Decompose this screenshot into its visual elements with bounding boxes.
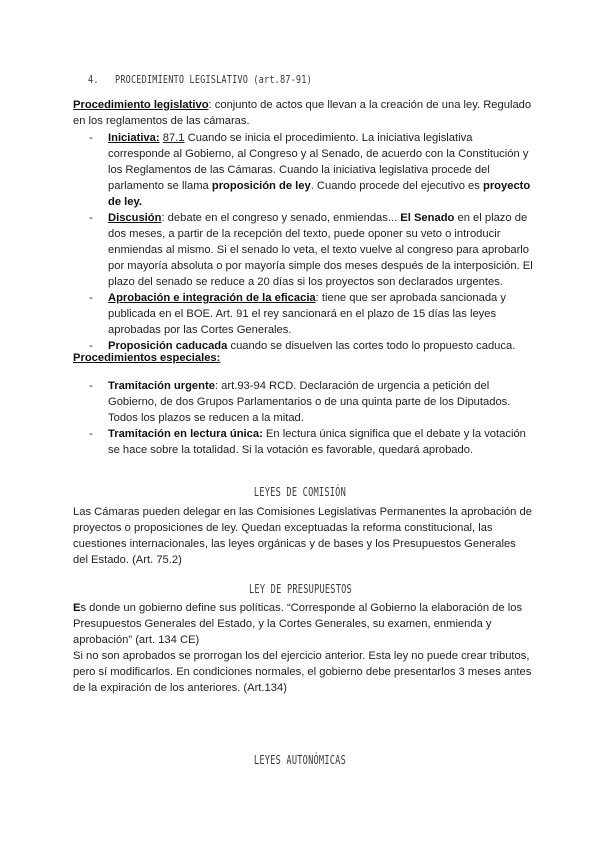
presupuestos-title: LEY DE PRESUPUESTOS — [248, 582, 352, 596]
definition-paragraph — [73, 97, 533, 129]
bullet-dash: - — [89, 380, 93, 392]
item-term: Proposición caducada — [108, 340, 228, 352]
item-bold: proyecto de ley. — [108, 180, 531, 208]
list-item — [73, 210, 533, 290]
item-term: Tramitación en lectura única: — [108, 428, 263, 440]
special-procedures-list — [73, 378, 533, 458]
bullet-dash: - — [89, 212, 93, 224]
item-term: Aprobación e integración de la eficacia — [108, 292, 316, 304]
special-procedures-heading: Procedimientos especiales: — [73, 352, 221, 364]
legislative-steps-list — [73, 130, 533, 354]
definition-text: : conjunto de actos que llevan a la creación de una ley. Regulado en los reglamentos de las cámaras. — [73, 99, 532, 127]
section-number: 4. — [88, 73, 99, 86]
item-bold: El Senado — [400, 212, 455, 224]
item-text: : art.93-94 RCD. Declaración de urgencia a petición del Gobierno, de dos Grupos Parlamentarios o de una quinta parte de los Diputados. Todos los plazos se reducen a la mitad. — [108, 380, 511, 424]
item-text: En lectura única significa que el debate y la votación se hace sobre la totalidad. Si la votación es favorable, quedará aprobado. — [108, 428, 526, 456]
item-reference: 87.1 — [162, 132, 185, 144]
list-item — [73, 378, 533, 426]
item-bold: proposición de ley — [211, 180, 311, 192]
item-text: cuando se disuelven las cortes todo lo propuesto caduca. — [227, 340, 516, 352]
autonomicas-title: LEYES AUTONÓMICAS — [253, 753, 347, 767]
item-term: Iniciativa: — [108, 132, 160, 144]
bullet-dash: - — [89, 340, 93, 352]
bullet-dash: - — [89, 292, 93, 304]
presupuestos-paragraph — [73, 600, 533, 696]
section-title: PROCEDIMIENTO LEGISLATIVO (art.87-91) — [114, 73, 312, 86]
list-item — [73, 290, 533, 338]
section-heading — [88, 72, 367, 90]
comision-paragraph: Las Cámaras pueden delegar en las Comisiones Legislativas Permanentes la aprobación de proyectos o proposiciones de ley. Quedan exceptuadas la reforma constitucional, las cuestiones internacionales, las leyes orgánicas y de bases y los Presupuestos Generales del Estado. (Art. 75.2) — [73, 506, 532, 566]
bullet-dash: - — [89, 132, 93, 144]
bullet-dash: - — [89, 428, 93, 440]
comision-title: LEYES DE COMISIÓN — [253, 485, 347, 499]
list-item — [73, 426, 533, 458]
definition-term: Procedimiento legislativo — [73, 99, 209, 111]
item-term: Discusión — [108, 212, 162, 224]
presupuestos-text-1: s donde un gobierno define sus políticas. “Corresponde al Gobierno la elaboración de los Presupuestos Generales del Estado, y la Cortes Generales, su examen, enmienda y aprobación” (art. 134 CE) — [73, 602, 523, 646]
first-letter: E — [73, 602, 81, 614]
item-term: Tramitación urgente — [108, 380, 215, 392]
item-text: Cuando se inicia el procedimiento. La iniciativa legislativa corresponde al Gobierno, al Congreso y al Senado, de acuerdo con la Constitución y los Reglamentos de las Cámaras. Cuando la iniciativa legislativa procede del parlamento se llama — [108, 132, 529, 192]
item-text: en el plazo de dos meses, a partir de la recepción del texto, puede oponer su veto o introducir enmiendas al mismo. Si el senado lo veta, el texto vuelve al congreso para aprobarlo por mayoría absoluta o por mayoría simple dos meses después de la interposición. El plazo del senado se reduce a 20 días si los proyectos son declarados urgentes. — [108, 212, 533, 288]
item-text: . Cuando procede del ejecutivo es — [310, 180, 483, 192]
item-text: : debate en el congreso y senado, enmiendas... — [161, 212, 401, 224]
item-text: : tiene que ser aprobada sancionada y publicada en el BOE. Art. 91 el rey sancionará en el plazo de 15 días las leyes aprobadas por las Cortes Generales. — [108, 292, 506, 336]
list-item — [73, 130, 533, 210]
presupuestos-text-2: Si no son aprobados se prorrogan los del ejercicio anterior. Esta ley no puede crear tributos, pero sí modificarlos. En condiciones normales, el gobierno debe presentarlos 3 meses antes de la expiración de los anteriores. (Art.134) — [73, 650, 532, 694]
